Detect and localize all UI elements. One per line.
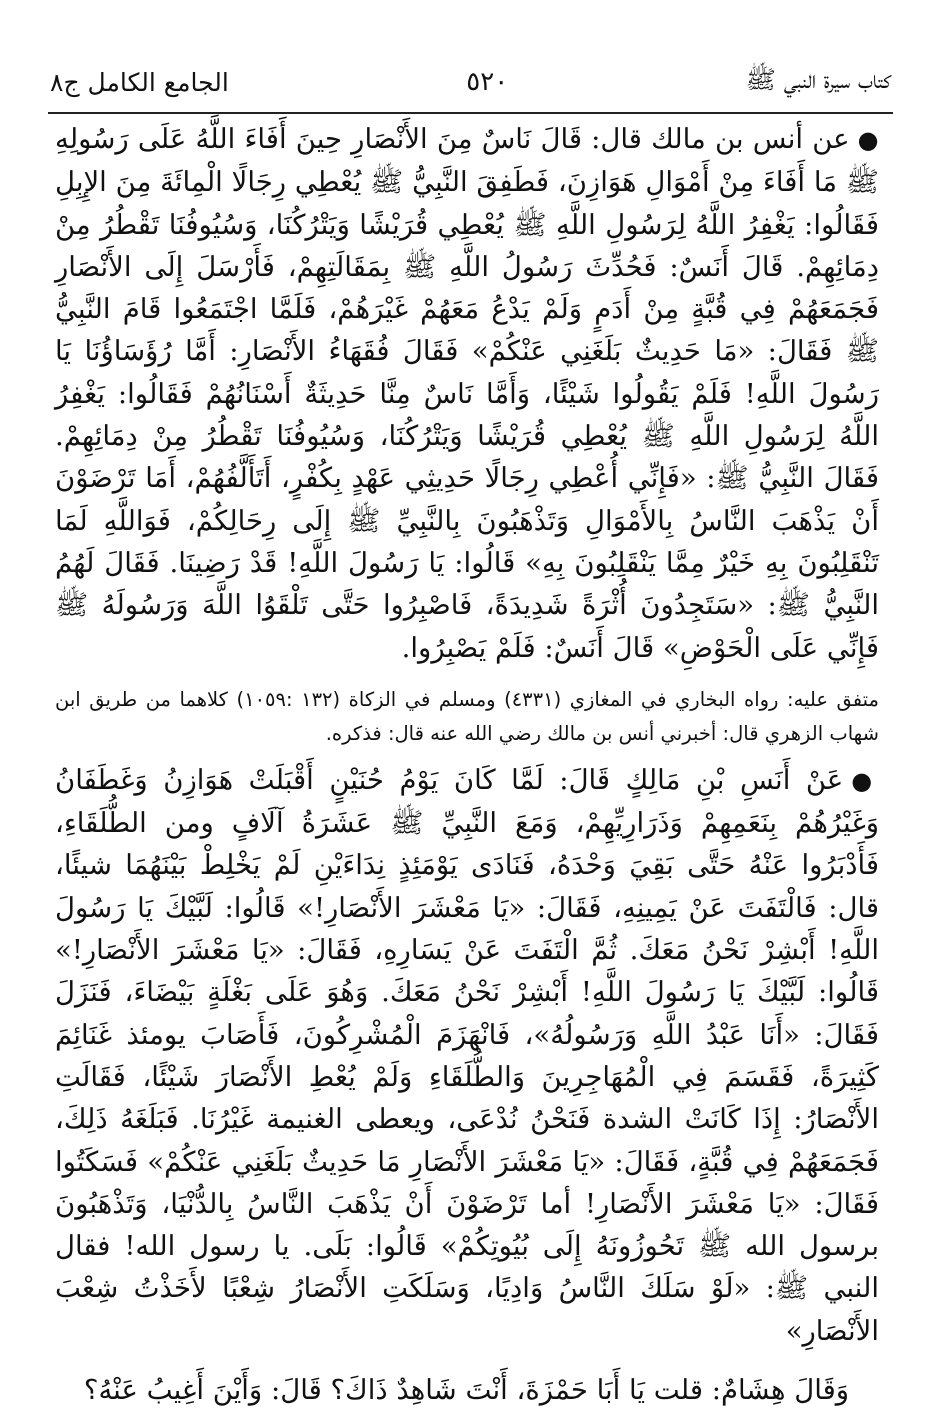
hadith-text-2: عَنْ أَنَسِ بْنِ مَالِكٍ قَالَ: لَمَّا كَانَ يَوْمُ حُنَيْنٍ أَقْبَلَتْ هَوَازِنُ وَغَطَفَانُ وَغَيْرُهُمْ بِنَعَمِهِمْ وَذَرَارِيِّهِمْ، وَمَعَ النَّبِيِّ ﷺ عَشَرَةُ آلَافٍ ومن الطُّلَقَاءِ، فَأَدْبَرُوا عَنْهُ حَتَّى بَقِيَ وَحْدَهُ، فَنَادَى يَوْمَئِذٍ نِدَاءَيْنِ لَمْ يَخْلِطْ بَيْنَهُمَا شيئًا، قال: فَالْتَفَتَ عَنْ يَمِينِهِ، فَقَالَ: «يَا مَعْشَرَ الأَنْصَارِ!» قَالُوا: لَبَّيْكَ يَا رَسُولَ اللَّهِ! أَبْشِرْ نَحْنُ مَعَكَ. ثُمَّ الْتَفَتَ عَنْ يَسَارِهِ، فَقَالَ: «يَا مَعْشَرَ الأَنْصَارِ!» قَالُوا: لَبَّيْكَ يَا رَسُولَ اللَّهِ! أَبْشِرْ نَحْنُ مَعَكَ. وَهُوَ عَلَى بَغْلَةٍ بَيْضَاءَ، فَنَزَلَ فَقَالَ: «أَنَا عَبْدُ اللَّهِ وَرَسُولُهُ»، فَانْهَزَمَ الْمُشْرِكُونَ، فَأَصَابَ يومئذ غَنَائِمَ كَثِيرَةً، فَقَسَمَ فِي الْمُهَاجِرِينَ وَالطُّلَقَاءِ وَلَمْ يُعْطِ الأَنْصَارَ شَيْئًا، فَقَالَتِ الأَنْصَارُ: إِذَا كَانَتْ الشدة فَنَحْنُ نُدْعَى، ويعطى الغنيمة غَيْرُنَا. فَبَلَغَهُ ذَلِكَ، فَجَمَعَهُمْ فِي قُبَّةٍ، فَقَالَ: «يَا مَعْشَرَ الأَنْصَارِ مَا حَدِيثٌ بَلَغَنِي عَنْكُمْ» فَسَكَتُوا فَقَالَ: «يَا مَعْشَرَ الأَنْصَارِ! أما تَرْضَوْنَ أَنْ يَذْهَبَ النَّاسُ بِالدُّنْيَا، وَتَذْهَبُونَ برسول الله ﷺ تَحُوزُونَهُ إِلَى بُيُوتِكُمْ» قَالُوا: بَلَى. يا رسول الله! فقال النبي ﷺ: «لَوْ سَلَكَ النَّاسُ وَادِيًا، وَسَلَكَتِ الأَنْصَارُ شِعْبًا لأَخَذْتُ شِعْبَ الأَنْصَارِ» [55, 763, 879, 1347]
hadith-paragraph-2 [55, 759, 879, 1352]
page-body [55, 118, 879, 1412]
header-book-title: كتاب سيرة النبي ﷺ [745, 64, 891, 94]
header-volume-title: الجامع الكامل ج٨ [50, 67, 229, 97]
page-header [50, 58, 891, 106]
closing-line: وَقَالَ هِشَامٌ: قلت يَا أَبَا حَمْزَةَ، أَنْتَ شَاهِدٌ ذَاكَ؟ قَالَ: وَأَيْنَ أَغِيبُ عَنْهُ؟ [83, 1374, 849, 1407]
bullet-icon: ● [857, 126, 879, 154]
bullet-icon: ● [851, 766, 879, 795]
header-rule [48, 112, 893, 114]
page-number: ٥٢٠ [466, 67, 509, 97]
hadith-paragraph-1 [55, 118, 879, 669]
takhrij-note: متفق عليه: رواه البخاري في المغازي (٤٣٣١) ومسلم في الزكاة (١٣٢ :١٠٥٩) كلاهما من طريق ابن شهاب الزهري قال: أخبرني أنس بن مالك رضي الله عنه قال: فذكره. [55, 687, 879, 745]
hadith-text-1: عن أنس بن مالك قال: قَالَ نَاسٌ مِنَ الأَنْصَارِ حِينَ أَفَاءَ اللَّهُ عَلَى رَسُولِهِ ﷺ مَا أَفَاءَ مِنْ أَمْوَالِ هَوَازِنَ، فَطَفِقَ النَّبِيُّ ﷺ يُعْطِي رِجَالًا الْمِائَةَ مِنَ الإِبِلِ فَقَالُوا: يَغْفِرُ اللَّهُ لِرَسُولِ اللَّهِ ﷺ يُعْطِي قُرَيْشًا وَيَتْرُكُنَا، وَسُيُوفُنَا تَقْطُرُ مِنْ دِمَائِهِمْ. قَالَ أَنَسٌ: فَحُدِّثَ رَسُولُ اللَّهِ ﷺ بِمَقَالَتِهِمْ، فَأَرْسَلَ إِلَى الأَنْصَارِ فَجَمَعَهُمْ فِي قُبَّةٍ مِنْ أَدَمٍ وَلَمْ يَدْعُ مَعَهُمْ غَيْرَهُمْ، فَلَمَّا اجْتَمَعُوا قَامَ النَّبِيُّ ﷺ فَقَالَ: «مَا حَدِيثٌ بَلَغَنِي عَنْكُمْ» فَقَالَ فُقَهَاءُ الأَنْصَارِ: أَمَّا رُؤَسَاؤُنَا يَا رَسُولَ اللَّهِ! فَلَمْ يَقُولُوا شَيْئًا، وَأَمَّا نَاسٌ مِنَّا حَدِيثَةٌ أَسْنَانُهُمْ فَقَالُوا: يَغْفِرُ اللَّهُ لِرَسُولِ اللَّهِ ﷺ يُعْطِي قُرَيْشًا وَيَتْرُكُنَا، وَسُيُوفُنَا تَقْطُرُ مِنْ دِمَائِهِمْ. فَقَالَ النَّبِيُّ ﷺ: «فَإِنِّي أُعْطِي رِجَالًا حَدِيثِي عَهْدٍ بِكُفْرٍ، أَتَأَلَّفُهُمْ، أَمَا تَرْضَوْنَ أَنْ يَذْهَبَ النَّاسُ بِالأَمْوَالِ وَتَذْهَبُونَ بِالنَّبِيِّ ﷺ إِلَى رِحَالِكُمْ، فَوَاللَّهِ لَمَا تَنْقَلِبُونَ بِهِ خَيْرٌ مِمَّا يَنْقَلِبُونَ بِهِ» قَالُوا: يَا رَسُولَ اللَّهِ! قَدْ رَضِينَا. فَقَالَ لَهُمُ النَّبِيُّ ﷺ: «سَتَجِدُونَ أُثْرَةً شَدِيدَةً، فَاصْبِرُوا حَتَّى تَلْقَوُا اللَّهَ وَرَسُولَهُ ﷺ فَإِنِّي عَلَى الْحَوْضِ» قَالَ أَنَسٌ: فَلَمْ يَصْبِرُوا. [55, 123, 879, 664]
